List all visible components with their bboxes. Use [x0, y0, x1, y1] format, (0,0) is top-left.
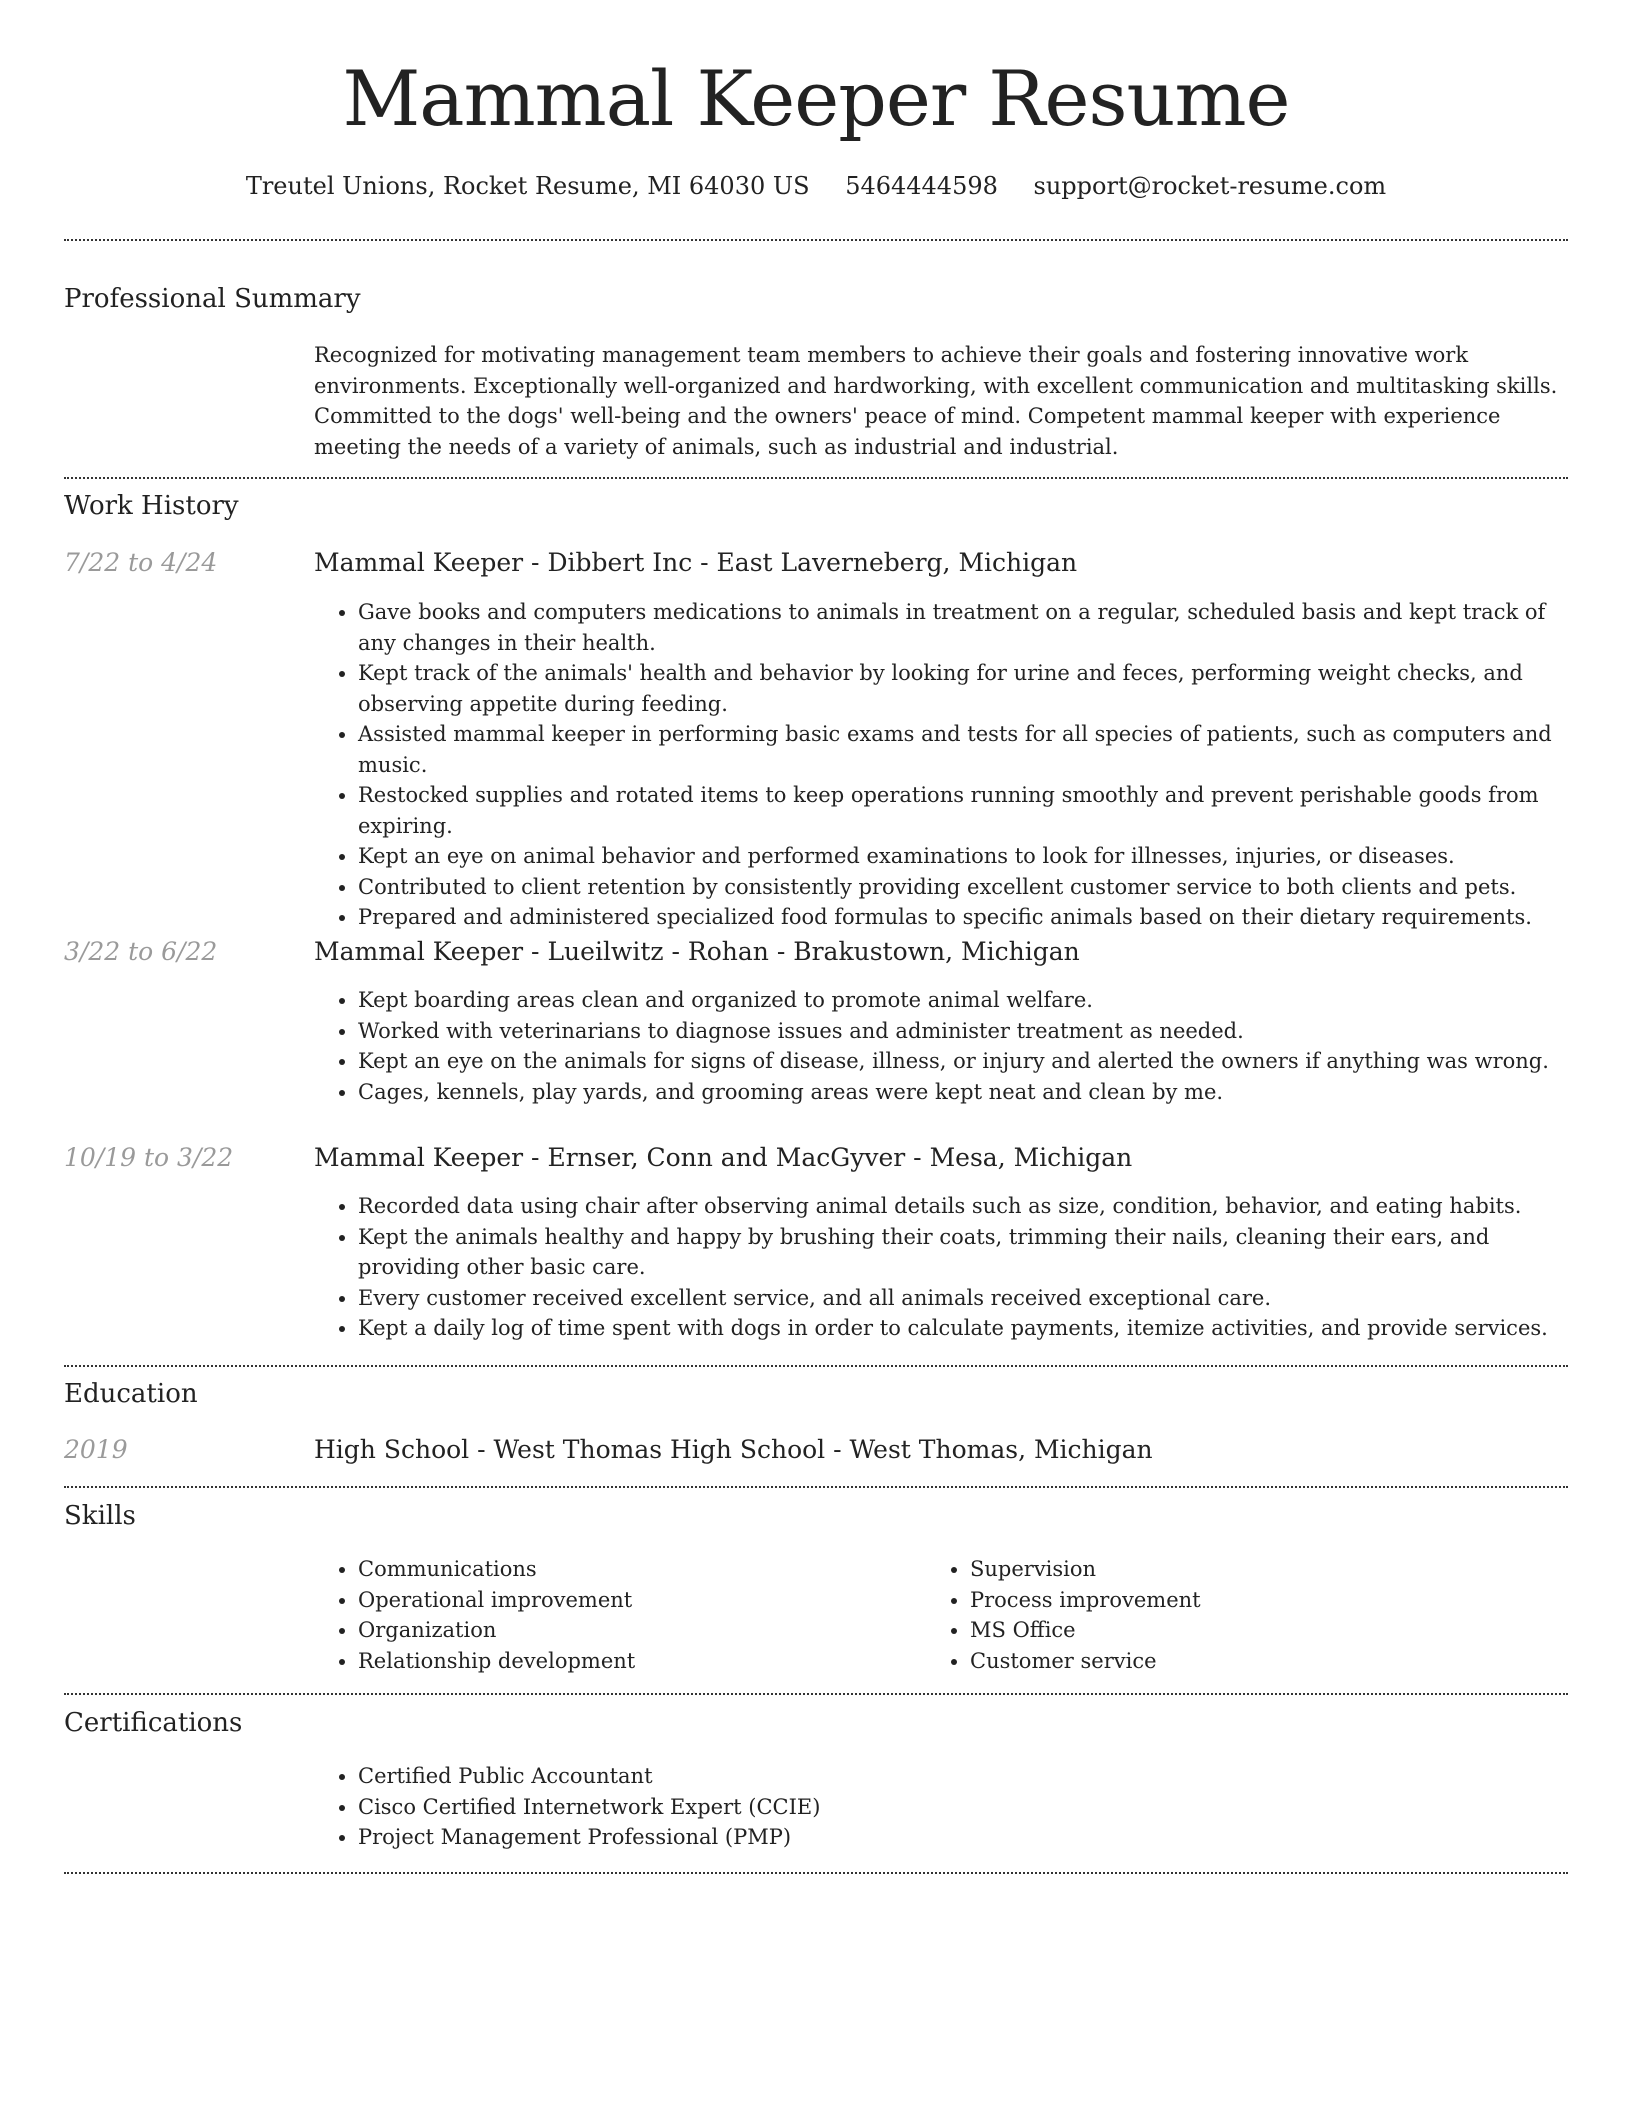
list-item: • MS Office — [970, 1615, 1486, 1646]
list-item: • Assisted mammal keeper in performing basic exams and tests for all species of patients, such as computers and music. — [358, 719, 1570, 780]
list-item: • Kept the animals healthy and happy by brushing their coats, trimming their nails, cleaning their ears, and providing other basic care. — [358, 1222, 1570, 1283]
list-item: • Kept an eye on the animals for signs of disease, illness, or injury and alerted the owners if anything was wrong. — [358, 1046, 1570, 1077]
section-title-education: Education — [64, 1379, 198, 1409]
list-item: • Worked with veterinarians to diagnose issues and administer treatment as needed. — [358, 1016, 1570, 1047]
divider — [64, 1872, 1568, 1874]
summary-text: Recognized for motivating management team members to achieve their goals and fostering innovative work environments. Exceptionally well-organized and hardworking, with excellent communication and multitasking skills. Committed to the dogs' well-being and the owners' peace of mind. Competent mammal keeper with experience meeting the needs of a variety of animals, such as industrial and industrial. — [314, 343, 1558, 459]
skills-list-right — [926, 1554, 1486, 1676]
job-title: Mammal Keeper - Dibbert Inc - East Laverneberg, Michigan — [314, 548, 1078, 577]
divider — [64, 1365, 1568, 1367]
job-bullets — [314, 597, 1570, 933]
email: support@rocket-resume.com — [1033, 172, 1387, 200]
job-dates: 10/19 to 3/22 — [64, 1143, 234, 1172]
list-item: • Supervision — [970, 1554, 1486, 1585]
list-item: • Certified Public Accountant — [358, 1761, 1570, 1792]
section-title-work-history: Work History — [64, 491, 239, 521]
list-item: • Organization — [358, 1615, 874, 1646]
address: Treutel Unions, Rocket Resume, MI 64030 US — [245, 172, 810, 200]
phone: 5464444598 — [845, 172, 998, 200]
list-item: • Relationship development — [358, 1646, 874, 1677]
list-item: • Kept boarding areas clean and organized to promote animal welfare. — [358, 985, 1570, 1016]
divider — [64, 239, 1568, 241]
list-item: • Every customer received excellent service, and all animals received exceptional care. — [358, 1283, 1570, 1314]
section-title-skills: Skills — [64, 1501, 136, 1531]
job-title: Mammal Keeper - Lueilwitz - Rohan - Brakustown, Michigan — [314, 937, 1080, 966]
job-title: Mammal Keeper - Ernser, Conn and MacGyver - Mesa, Michigan — [314, 1143, 1133, 1172]
list-item: • Prepared and administered specialized food formulas to specific animals based on their dietary requirements. — [358, 902, 1570, 933]
list-item: • Kept an eye on animal behavior and performed examinations to look for illnesses, injuries, or diseases. — [358, 841, 1570, 872]
list-item: • Customer service — [970, 1646, 1486, 1677]
job-bullets — [314, 1191, 1570, 1344]
list-item: • Kept a daily log of time spent with dogs in order to calculate payments, itemize activities, and provide services. — [358, 1313, 1570, 1344]
list-item: • Contributed to client retention by consistently providing excellent customer service to both clients and pets. — [358, 872, 1570, 903]
skills-list-left — [314, 1554, 874, 1676]
education-year: 2019 — [64, 1435, 128, 1464]
list-item: • Operational improvement — [358, 1585, 874, 1616]
list-item: • Communications — [358, 1554, 874, 1585]
list-item: • Kept track of the animals' health and behavior by looking for urine and feces, performing weight checks, and observing appetite during feeding. — [358, 658, 1570, 719]
job-dates: 7/22 to 4/24 — [64, 548, 218, 577]
list-item: • Process improvement — [970, 1585, 1486, 1616]
list-item: • Project Management Professional (PMP) — [358, 1822, 1570, 1853]
divider — [64, 477, 1568, 479]
list-item: • Recorded data using chair after observing animal details such as size, condition, behavior, and eating habits. — [358, 1191, 1570, 1222]
divider — [64, 1693, 1568, 1695]
divider — [64, 1486, 1568, 1488]
list-item: • Gave books and computers medications to animals in treatment on a regular, scheduled basis and kept track of any changes in their health. — [358, 597, 1570, 658]
contact-line — [0, 170, 1632, 202]
certifications-list — [314, 1761, 1570, 1853]
section-title-certifications: Certifications — [64, 1708, 243, 1738]
resume-title: Mammal Keeper Resume — [342, 54, 1290, 143]
list-item: • Cages, kennels, play yards, and grooming areas were kept neat and clean by me. — [358, 1077, 1570, 1108]
job-dates: 3/22 to 6/22 — [64, 937, 218, 966]
education-school: High School - West Thomas High School - West Thomas, Michigan — [314, 1435, 1153, 1464]
list-item: • Restocked supplies and rotated items to keep operations running smoothly and prevent perishable goods from expiring. — [358, 780, 1570, 841]
section-title-summary: Professional Summary — [64, 284, 361, 314]
list-item: • Cisco Certified Internetwork Expert (CCIE) — [358, 1792, 1570, 1823]
job-bullets — [314, 985, 1570, 1107]
